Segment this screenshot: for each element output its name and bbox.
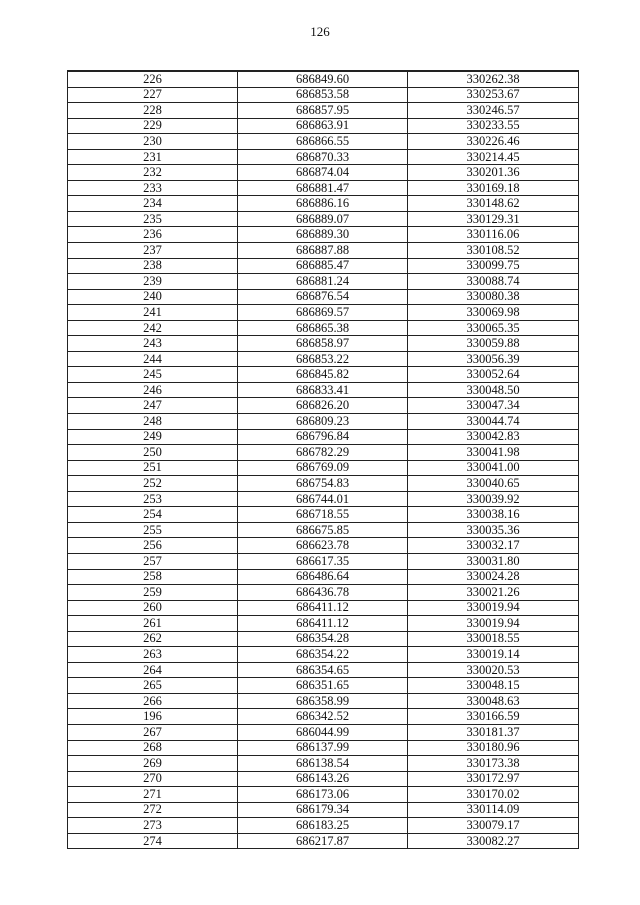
x-coordinate-cell: 686866.55 [238,134,408,150]
x-coordinate-cell: 686853.58 [238,87,408,103]
table-row [68,771,579,787]
table-row [68,87,579,103]
point-number-cell: 238 [68,258,238,274]
x-coordinate-cell: 686143.26 [238,771,408,787]
table-row [68,382,579,398]
x-coordinate-cell: 686623.78 [238,538,408,554]
table-row [68,398,579,414]
table-row [68,460,579,476]
y-coordinate-cell: 330069.98 [408,305,579,321]
table-row [68,491,579,507]
y-coordinate-cell: 330173.38 [408,756,579,772]
table-row [68,258,579,274]
point-number-cell: 235 [68,211,238,227]
point-number-cell: 268 [68,740,238,756]
y-coordinate-cell: 330181.37 [408,724,579,740]
x-coordinate-cell: 686769.09 [238,460,408,476]
y-coordinate-cell: 330040.65 [408,476,579,492]
x-coordinate-cell: 686436.78 [238,585,408,601]
point-number-cell: 255 [68,522,238,538]
table-row [68,569,579,585]
y-coordinate-cell: 330108.52 [408,243,579,259]
y-coordinate-cell: 330024.28 [408,569,579,585]
y-coordinate-cell: 330038.16 [408,507,579,523]
y-coordinate-cell: 330042.83 [408,429,579,445]
table-row [68,507,579,523]
point-number-cell: 271 [68,787,238,803]
x-coordinate-cell: 686351.65 [238,678,408,694]
table-row [68,724,579,740]
point-number-cell: 273 [68,818,238,834]
table-row [68,818,579,834]
table-row [68,320,579,336]
x-coordinate-cell: 686796.84 [238,429,408,445]
point-number-cell: 243 [68,336,238,352]
table-row [68,833,579,849]
point-number-cell: 242 [68,320,238,336]
point-number-cell: 250 [68,445,238,461]
x-coordinate-cell: 686137.99 [238,740,408,756]
table-row [68,289,579,305]
y-coordinate-cell: 330079.17 [408,818,579,834]
point-number-cell: 231 [68,149,238,165]
x-coordinate-cell: 686885.47 [238,258,408,274]
point-number-cell: 228 [68,103,238,119]
x-coordinate-cell: 686857.95 [238,103,408,119]
y-coordinate-cell: 330226.46 [408,134,579,150]
x-coordinate-cell: 686849.60 [238,71,408,87]
y-coordinate-cell: 330169.18 [408,180,579,196]
table-row [68,134,579,150]
point-number-cell: 240 [68,289,238,305]
x-coordinate-cell: 686845.82 [238,367,408,383]
x-coordinate-cell: 686754.83 [238,476,408,492]
coordinates-table-body [68,71,579,849]
point-number-cell: 264 [68,662,238,678]
point-number-cell: 230 [68,134,238,150]
point-number-cell: 246 [68,382,238,398]
y-coordinate-cell: 330048.15 [408,678,579,694]
y-coordinate-cell: 330018.55 [408,631,579,647]
point-number-cell: 256 [68,538,238,554]
table-row [68,787,579,803]
table-row [68,367,579,383]
table-row [68,647,579,663]
x-coordinate-cell: 686217.87 [238,833,408,849]
y-coordinate-cell: 330148.62 [408,196,579,212]
y-coordinate-cell: 330059.88 [408,336,579,352]
point-number-cell: 249 [68,429,238,445]
point-number-cell: 257 [68,553,238,569]
table-row [68,678,579,694]
point-number-cell: 258 [68,569,238,585]
table-row [68,351,579,367]
point-number-cell: 248 [68,414,238,430]
x-coordinate-cell: 686179.34 [238,802,408,818]
y-coordinate-cell: 330116.06 [408,227,579,243]
table-row [68,756,579,772]
table-row [68,600,579,616]
y-coordinate-cell: 330253.67 [408,87,579,103]
point-number-cell: 259 [68,585,238,601]
point-number-cell: 270 [68,771,238,787]
table-row [68,631,579,647]
point-number-cell: 229 [68,118,238,134]
y-coordinate-cell: 330246.57 [408,103,579,119]
x-coordinate-cell: 686858.97 [238,336,408,352]
x-coordinate-cell: 686411.12 [238,600,408,616]
y-coordinate-cell: 330020.53 [408,662,579,678]
point-number-cell: 196 [68,709,238,725]
x-coordinate-cell: 686886.16 [238,196,408,212]
point-number-cell: 236 [68,227,238,243]
y-coordinate-cell: 330166.59 [408,709,579,725]
x-coordinate-cell: 686411.12 [238,616,408,632]
point-number-cell: 263 [68,647,238,663]
y-coordinate-cell: 330019.94 [408,616,579,632]
x-coordinate-cell: 686744.01 [238,491,408,507]
x-coordinate-cell: 686881.47 [238,180,408,196]
x-coordinate-cell: 686342.52 [238,709,408,725]
table-row [68,227,579,243]
point-number-cell: 272 [68,802,238,818]
x-coordinate-cell: 686889.07 [238,211,408,227]
table-row [68,553,579,569]
point-number-cell: 266 [68,693,238,709]
table-row [68,103,579,119]
table-row [68,165,579,181]
y-coordinate-cell: 330172.97 [408,771,579,787]
point-number-cell: 244 [68,351,238,367]
y-coordinate-cell: 330047.34 [408,398,579,414]
y-coordinate-cell: 330114.09 [408,802,579,818]
y-coordinate-cell: 330041.98 [408,445,579,461]
y-coordinate-cell: 330031.80 [408,553,579,569]
point-number-cell: 260 [68,600,238,616]
y-coordinate-cell: 330032.17 [408,538,579,554]
table-row [68,538,579,554]
y-coordinate-cell: 330262.38 [408,71,579,87]
x-coordinate-cell: 686863.91 [238,118,408,134]
point-number-cell: 247 [68,398,238,414]
table-row [68,243,579,259]
x-coordinate-cell: 686853.22 [238,351,408,367]
y-coordinate-cell: 330214.45 [408,149,579,165]
coordinates-table [67,70,579,849]
y-coordinate-cell: 330019.94 [408,600,579,616]
y-coordinate-cell: 330129.31 [408,211,579,227]
point-number-cell: 233 [68,180,238,196]
point-number-cell: 269 [68,756,238,772]
y-coordinate-cell: 330048.50 [408,382,579,398]
point-number-cell: 254 [68,507,238,523]
y-coordinate-cell: 330056.39 [408,351,579,367]
x-coordinate-cell: 686833.41 [238,382,408,398]
table-row [68,336,579,352]
point-number-cell: 265 [68,678,238,694]
x-coordinate-cell: 686044.99 [238,724,408,740]
table-row [68,429,579,445]
point-number-cell: 251 [68,460,238,476]
point-number-cell: 267 [68,724,238,740]
x-coordinate-cell: 686718.55 [238,507,408,523]
table-row [68,445,579,461]
point-number-cell: 252 [68,476,238,492]
table-row [68,709,579,725]
x-coordinate-cell: 686617.35 [238,553,408,569]
x-coordinate-cell: 686782.29 [238,445,408,461]
x-coordinate-cell: 686889.30 [238,227,408,243]
table-row [68,211,579,227]
y-coordinate-cell: 330082.27 [408,833,579,849]
table-row [68,802,579,818]
x-coordinate-cell: 686138.54 [238,756,408,772]
x-coordinate-cell: 686826.20 [238,398,408,414]
table-row [68,662,579,678]
x-coordinate-cell: 686881.24 [238,274,408,290]
point-number-cell: 245 [68,367,238,383]
y-coordinate-cell: 330170.02 [408,787,579,803]
y-coordinate-cell: 330088.74 [408,274,579,290]
point-number-cell: 227 [68,87,238,103]
page-number: 126 [310,24,330,39]
table-row [68,476,579,492]
point-number-cell: 226 [68,71,238,87]
y-coordinate-cell: 330048.63 [408,693,579,709]
x-coordinate-cell: 686173.06 [238,787,408,803]
x-coordinate-cell: 686675.85 [238,522,408,538]
x-coordinate-cell: 686809.23 [238,414,408,430]
y-coordinate-cell: 330021.26 [408,585,579,601]
x-coordinate-cell: 686183.25 [238,818,408,834]
y-coordinate-cell: 330233.55 [408,118,579,134]
point-number-cell: 241 [68,305,238,321]
point-number-cell: 237 [68,243,238,259]
point-number-cell: 262 [68,631,238,647]
x-coordinate-cell: 686358.99 [238,693,408,709]
x-coordinate-cell: 686486.64 [238,569,408,585]
x-coordinate-cell: 686870.33 [238,149,408,165]
point-number-cell: 234 [68,196,238,212]
x-coordinate-cell: 686876.54 [238,289,408,305]
table-row [68,693,579,709]
y-coordinate-cell: 330099.75 [408,258,579,274]
point-number-cell: 261 [68,616,238,632]
point-number-cell: 232 [68,165,238,181]
y-coordinate-cell: 330052.64 [408,367,579,383]
y-coordinate-cell: 330180.96 [408,740,579,756]
y-coordinate-cell: 330065.35 [408,320,579,336]
x-coordinate-cell: 686874.04 [238,165,408,181]
table-row [68,522,579,538]
table-row [68,305,579,321]
table-row [68,274,579,290]
table-row [68,180,579,196]
table-row [68,196,579,212]
table-row [68,118,579,134]
x-coordinate-cell: 686354.22 [238,647,408,663]
x-coordinate-cell: 686887.88 [238,243,408,259]
table-row [68,149,579,165]
y-coordinate-cell: 330019.14 [408,647,579,663]
x-coordinate-cell: 686354.65 [238,662,408,678]
table-row [68,616,579,632]
x-coordinate-cell: 686869.57 [238,305,408,321]
x-coordinate-cell: 686865.38 [238,320,408,336]
table-row [68,740,579,756]
y-coordinate-cell: 330201.36 [408,165,579,181]
table-row [68,71,579,87]
table-row [68,414,579,430]
point-number-cell: 253 [68,491,238,507]
y-coordinate-cell: 330044.74 [408,414,579,430]
table-row [68,585,579,601]
y-coordinate-cell: 330039.92 [408,491,579,507]
y-coordinate-cell: 330035.36 [408,522,579,538]
point-number-cell: 239 [68,274,238,290]
y-coordinate-cell: 330080.38 [408,289,579,305]
point-number-cell: 274 [68,833,238,849]
x-coordinate-cell: 686354.28 [238,631,408,647]
y-coordinate-cell: 330041.00 [408,460,579,476]
